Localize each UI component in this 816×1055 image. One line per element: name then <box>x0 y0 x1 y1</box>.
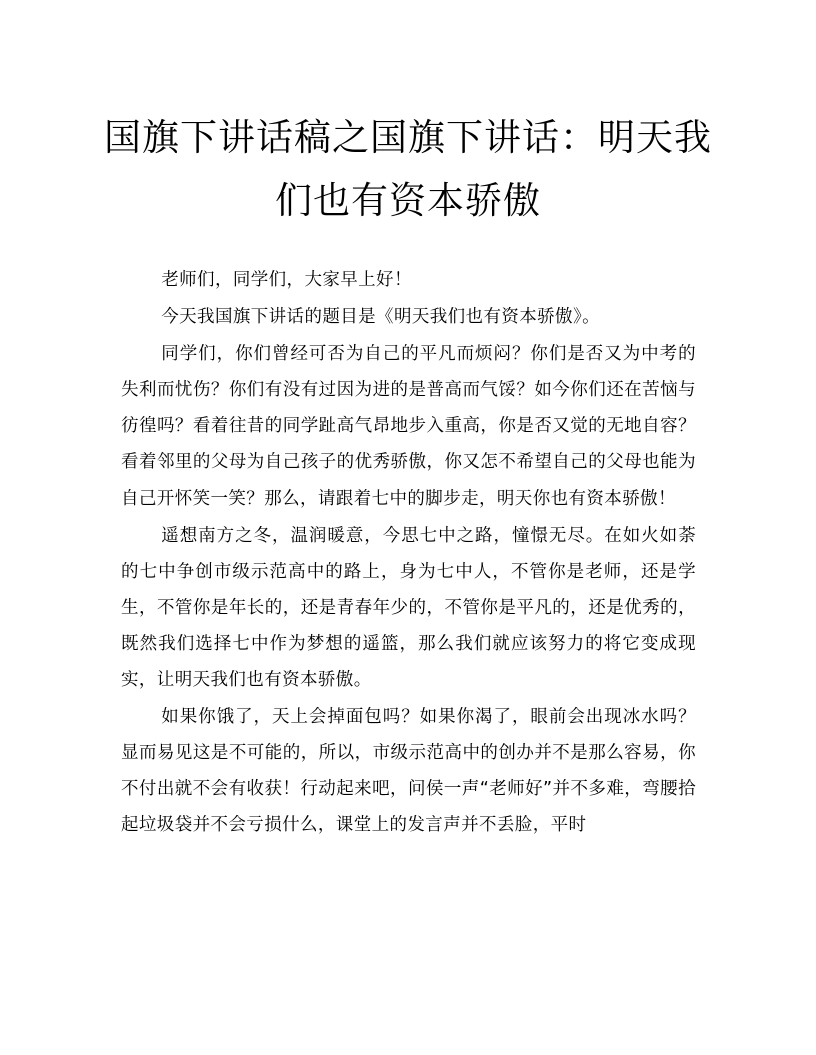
paragraph-seventh-school: 遥想南方之冬，温润暖意，今思七中之路，憧憬无尽。在如火如荼的七中争创市级示范高中的路上，身为七中人，不管你是老师，还是学生，不管你是年长的，还是青春年少的，不管你是平凡的，还是优秀的，既然我们选择七中作为梦想的遥篮，那么我们就应该努力的将它变成现实，让明天我们也有资本骄傲。 <box>121 525 696 691</box>
paragraph-action: 如果你饿了，天上会掉面包吗？如果你渴了，眼前会出现冰水吗？显而易见这是不可能的，所以，市级示范高中的创办并不是那么容易，你不付出就不会有收获！行动起来吧，问侯一声“老师好”并不多难，弯腰拾起垃圾袋并不会亏损什么，课堂上的发言声并不丢脸，平时 <box>121 707 696 836</box>
paragraph-questions: 同学们，你们曾经可否为自己的平凡而烦闷？你们是否又为中考的失利而忧伤？你们有没有过因为进的是普高而气馁？如今你们还在苦恼与彷徨吗？看着往昔的同学趾高气昂地步入重高，你是否又觉的无地自容？看着邻里的父母为自己孩子的优秀骄傲，你又怎不希望自己的父母也能为自己开怀笑一笑？那么，请跟着七中的脚步走，明天你也有资本骄傲！ <box>121 344 696 509</box>
document-body <box>121 262 696 845</box>
paragraph-greeting: 老师们，同学们，大家早上好！ <box>161 270 412 290</box>
paragraph-topic: 今天我国旗下讲话的题目是《明天我们也有资本骄傲》。 <box>161 307 600 328</box>
document-title: 国旗下讲话稿之国旗下讲话：明天我们也有资本骄傲 <box>104 116 712 222</box>
